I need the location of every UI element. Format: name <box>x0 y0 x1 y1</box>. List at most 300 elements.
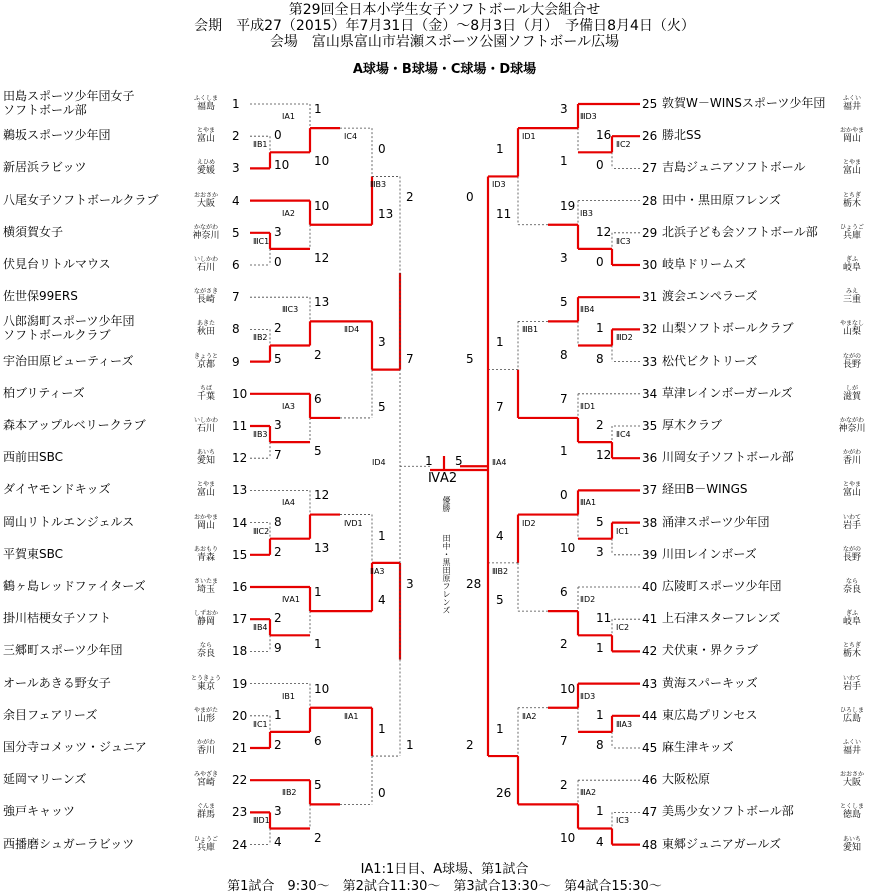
team-name: 渡会エンペラーズ <box>662 289 758 304</box>
seed-number: 48 <box>642 837 658 852</box>
score: 1 <box>560 444 568 459</box>
score: 13 <box>314 540 330 555</box>
team-name: 麻生津キッズ <box>662 740 734 754</box>
prefecture-name: 青森 <box>196 552 215 563</box>
prefecture-ruby: あきた <box>196 320 215 328</box>
game-label: ⅢD3 <box>580 112 597 121</box>
prefecture-label <box>832 481 872 498</box>
team-name: 鶴ヶ島レッドファイターズ <box>3 579 146 593</box>
score: 11 <box>596 611 612 626</box>
champion-label: 優勝 <box>442 496 451 512</box>
prefecture-name: 福井 <box>842 102 861 112</box>
team-name: 西前田SBC <box>3 450 64 465</box>
score: 16 <box>596 128 612 143</box>
prefecture-ruby: いわて <box>842 513 861 521</box>
prefecture-ruby: ぎふ <box>845 256 858 263</box>
team-name: 川岡女子ソフトボール部 <box>662 450 794 465</box>
seed-number: 8 <box>232 322 240 337</box>
team-name: 新居浜ラビッツ <box>3 160 87 175</box>
team-name: 延岡マリーンズ <box>3 772 87 787</box>
seed-number: 15 <box>232 547 248 562</box>
team-name: 宇治田原ビューティーズ <box>3 353 134 368</box>
prefecture-label <box>832 159 872 176</box>
prefecture-name: 秋田 <box>196 327 215 338</box>
score: 4 <box>596 834 604 849</box>
game-label: ⅡD3 <box>580 691 596 701</box>
prefecture-label <box>186 546 226 563</box>
team-name: 西播磨シュガーラビッツ <box>3 836 135 851</box>
prefecture-ruby: おおさか <box>839 771 864 779</box>
prefecture-name: 愛媛 <box>196 166 215 177</box>
score: 0 <box>378 142 386 157</box>
prefecture-name: 富山 <box>196 134 215 145</box>
prefecture-ruby: あいち <box>196 449 215 457</box>
score: 5 <box>466 351 474 366</box>
team-name: 平賀東SBC <box>3 546 64 561</box>
prefecture-name: 徳島 <box>842 810 861 821</box>
prefecture-label <box>186 771 226 788</box>
prefecture-name: 香川 <box>842 456 861 467</box>
score: 3 <box>560 250 568 265</box>
prefecture-name: 岩手 <box>842 681 861 692</box>
prefecture-ruby: かながわ <box>193 223 218 231</box>
prefecture-label <box>186 610 226 627</box>
prefecture-ruby: なら <box>199 642 212 650</box>
prefecture-name: 埼玉 <box>196 585 215 595</box>
team-name: 八郎潟町スポーツ少年団 <box>3 314 135 329</box>
team-name: 松代ビクトリーズ <box>662 353 758 368</box>
team-name: 敦賀W－WINSスポーツ少年団 <box>662 96 826 110</box>
prefecture-name: 石川 <box>196 424 215 434</box>
prefecture-name: 奈良 <box>196 649 215 660</box>
game-label: ⅠA4 <box>282 498 295 508</box>
prefecture-ruby: ながの <box>842 545 861 553</box>
game-label: ⅠD3 <box>492 180 506 190</box>
score: 3 <box>560 102 568 116</box>
score: 2 <box>560 637 568 652</box>
prefecture-ruby: とやま <box>196 127 215 135</box>
score: 1 <box>496 721 504 736</box>
prefecture-label <box>832 224 872 241</box>
team-name: 柏ブリティーズ <box>3 385 85 400</box>
period-line: 会期 平成27（2015）年7月31日（金）～8月3日（月） 予備日8月4日（火） <box>194 18 695 34</box>
game-label: ⅠD1 <box>522 132 536 142</box>
game-label: ⅡC2 <box>616 140 631 150</box>
prefecture-ruby: しずおか <box>193 610 218 618</box>
prefecture-name: 山梨 <box>842 327 861 338</box>
score: 2 <box>274 544 282 559</box>
game-label: ⅢB3 <box>370 180 387 190</box>
game-label: ⅠC1 <box>616 526 630 536</box>
score: 1 <box>496 142 504 157</box>
team-name: 国分寺コメッツ・ジュニア <box>3 740 147 754</box>
game-label: ⅣD1 <box>344 518 363 528</box>
score: 4 <box>274 834 282 849</box>
team-name: 犬伏東・界クラブ <box>662 643 759 658</box>
prefecture-name: 愛知 <box>842 842 861 853</box>
game-label: ⅡD2 <box>580 595 596 604</box>
prefecture-label <box>832 803 872 820</box>
prefecture-ruby: ながさき <box>193 288 218 296</box>
prefecture-name: 富山 <box>842 488 861 499</box>
prefecture-ruby: おおさか <box>193 191 218 199</box>
game-label: ⅢA2 <box>580 788 597 798</box>
prefecture-label <box>832 449 872 466</box>
prefecture-name: 奈良 <box>842 585 861 595</box>
score: 8 <box>596 738 604 752</box>
prefecture-label <box>832 642 872 659</box>
team-name-line2: ソフトボールクラブ <box>3 328 111 343</box>
score: 1 <box>560 154 568 169</box>
prefecture-name: 岐阜 <box>842 263 861 273</box>
prefecture-name: 香川 <box>196 746 215 756</box>
game-label: ⅢB1 <box>522 325 539 335</box>
prefecture-name: 岐阜 <box>842 617 861 628</box>
prefecture-label <box>832 256 872 273</box>
game-label: ⅠA3 <box>282 401 295 411</box>
game-label: ⅢA1 <box>580 498 597 508</box>
prefecture-ruby: とちぎ <box>842 642 861 650</box>
prefecture-label <box>832 127 872 144</box>
score: 1 <box>378 721 386 736</box>
score: 2 <box>560 778 568 793</box>
page-title: 第29回全日本小学生女子ソフトボール大会組合せ <box>288 2 601 18</box>
prefecture-name: 岩手 <box>842 520 861 531</box>
score: 1 <box>274 707 282 722</box>
score: 7 <box>560 391 568 406</box>
prefecture-name: 石川 <box>196 263 215 273</box>
score: 1 <box>496 335 504 350</box>
game-label: ⅡA4 <box>492 458 507 468</box>
score: 2 <box>466 738 474 753</box>
score: 0 <box>596 158 604 173</box>
prefecture-label <box>832 578 872 595</box>
score: 1 <box>596 804 604 819</box>
game-label: ⅠA2 <box>282 208 295 218</box>
game-label: ⅡC1 <box>253 719 268 729</box>
game-label: ⅢA3 <box>616 719 633 729</box>
prefecture-ruby: えひめ <box>196 159 215 167</box>
game-label: ⅠD4 <box>372 458 386 468</box>
seed-number: 29 <box>642 225 658 240</box>
prefecture-label <box>832 320 872 337</box>
team-name: 川田レインボーズ <box>662 546 757 561</box>
seed-number: 6 <box>232 258 240 272</box>
score: 28 <box>466 576 482 591</box>
score: 5 <box>378 399 386 414</box>
prefecture-name: 山形 <box>196 713 215 724</box>
prefecture-ruby: とやま <box>842 481 861 489</box>
score: 3 <box>274 804 282 819</box>
prefecture-name: 千葉 <box>196 391 215 402</box>
team-name: 田島スポーツ少年団女子 <box>3 89 135 103</box>
prefecture-name: 福井 <box>842 746 861 756</box>
prefecture-ruby: ながの <box>842 352 861 360</box>
score: 26 <box>496 786 512 801</box>
prefecture-name: 長野 <box>842 359 861 370</box>
score: 1 <box>378 528 386 543</box>
seed-number: 37 <box>642 483 658 498</box>
team-name: オールあきる野女子 <box>3 675 111 690</box>
prefecture-name: 愛知 <box>196 456 215 467</box>
game-label: ⅠC4 <box>344 132 358 142</box>
team-name: 美馬少女ソフトボール部 <box>662 804 794 819</box>
game-label: ⅢD1 <box>253 816 270 826</box>
team-name: 大阪松原 <box>662 772 711 787</box>
seed-number: 32 <box>642 322 658 337</box>
champion-name: 田中・黒田原フレンズ <box>442 534 451 614</box>
game-label: ⅡB4 <box>253 623 268 633</box>
prefecture-label <box>186 224 226 241</box>
prefecture-ruby: しが <box>845 384 858 392</box>
prefecture-name: 福島 <box>196 102 215 112</box>
seed-number: 16 <box>232 580 248 594</box>
team-name: 黄海スパーキッズ <box>662 675 758 690</box>
seed-number: 20 <box>232 708 248 723</box>
prefecture-name: 静岡 <box>196 617 215 628</box>
game-label: ⅢB2 <box>492 566 509 576</box>
prefecture-label <box>186 159 226 176</box>
score: 0 <box>274 128 282 143</box>
score: 2 <box>406 190 414 205</box>
fields-line: A球場・B球場・C球場・D球場 <box>352 62 537 77</box>
prefecture-label <box>832 353 872 370</box>
score: 0 <box>274 255 282 269</box>
team-name: 厚木クラブ <box>662 418 723 432</box>
team-name: 森本アップルベリークラブ <box>3 418 146 432</box>
seed-number: 26 <box>642 129 658 144</box>
score: 6 <box>314 733 322 748</box>
score: 7 <box>406 351 414 366</box>
team-name: 広陵町スポーツ少年団 <box>662 579 782 593</box>
team-name: 東広島プリンセス <box>662 707 758 722</box>
prefecture-name: 三重 <box>842 295 861 306</box>
game-label: ⅡD1 <box>580 401 596 411</box>
prefecture-name: 長野 <box>842 552 861 563</box>
seed-number: 24 <box>232 837 248 852</box>
prefecture-name: 滋賀 <box>842 391 861 402</box>
prefecture-label <box>186 578 226 595</box>
seed-number: 10 <box>232 386 248 401</box>
score: 5 <box>496 593 504 608</box>
score: 5 <box>596 514 604 529</box>
score: 3 <box>274 418 282 432</box>
prefecture-ruby: きょうと <box>193 352 218 360</box>
prefecture-ruby: みえ <box>845 288 858 296</box>
prefecture-label <box>186 514 226 531</box>
game-label: ⅢC2 <box>253 526 270 536</box>
prefecture-label <box>186 256 226 273</box>
team-name: 上石津スターフレンズ <box>662 611 781 626</box>
prefecture-name: 宮崎 <box>196 778 215 789</box>
prefecture-label <box>186 417 226 434</box>
seed-number: 3 <box>232 161 240 176</box>
score: 1 <box>596 641 604 656</box>
team-name: 横須賀女子 <box>3 224 64 239</box>
game-label: ⅡA1 <box>344 711 359 721</box>
seed-number: 9 <box>232 354 240 369</box>
prefecture-name: 京都 <box>196 359 215 370</box>
prefecture-ruby: かながわ <box>839 417 864 424</box>
prefecture-ruby: やまがた <box>193 706 218 714</box>
prefecture-ruby: ひょうご <box>193 835 218 843</box>
team-name: 岐阜ドリームズ <box>662 257 747 271</box>
prefecture-name: 長崎 <box>196 295 215 306</box>
prefecture-ruby: ふくい <box>842 739 861 746</box>
seed-number: 19 <box>232 676 248 691</box>
score: 1 <box>406 738 414 753</box>
prefecture-name: 岡山 <box>196 520 215 531</box>
seed-number: 39 <box>642 547 658 562</box>
game-label: ⅠD2 <box>522 518 536 528</box>
team-name: 北浜子ども会ソフトボール部 <box>662 224 818 239</box>
game-label: ⅣA1 <box>282 595 300 604</box>
team-name: 八尾女子ソフトボールクラブ <box>3 192 159 207</box>
prefecture-ruby: かがわ <box>842 449 861 457</box>
prefecture-ruby: あいち <box>842 835 861 843</box>
prefecture-ruby: ぐんま <box>196 803 215 811</box>
seed-number: 35 <box>642 419 658 433</box>
seed-number: 33 <box>642 354 658 369</box>
score: 8 <box>274 514 282 529</box>
game-label: ⅡA2 <box>522 711 537 721</box>
game-label: ⅡB2 <box>253 333 268 343</box>
final-label: ⅣA2 <box>428 471 458 486</box>
game-label: ⅠA1 <box>282 112 295 121</box>
score: 19 <box>560 198 576 213</box>
prefecture-ruby: みやざき <box>193 771 218 779</box>
seed-number: 45 <box>642 741 658 755</box>
seed-number: 7 <box>232 290 240 305</box>
prefecture-ruby: おかやま <box>839 127 864 135</box>
score: 10 <box>314 154 330 169</box>
prefecture-ruby: おかやま <box>193 513 218 521</box>
seed-number: 11 <box>232 419 248 433</box>
team-name: 三郷町スポーツ少年団 <box>3 643 123 658</box>
seed-number: 13 <box>232 483 248 498</box>
prefecture-label <box>832 546 872 563</box>
score: 1 <box>596 707 604 722</box>
prefecture-ruby: ひろしま <box>839 706 864 714</box>
score: 7 <box>274 448 282 463</box>
game-label: ⅢC3 <box>282 305 299 315</box>
team-name: 涌津スポーツ少年団 <box>662 514 770 529</box>
seed-number: 38 <box>642 515 658 530</box>
seed-number: 1 <box>232 97 240 111</box>
prefecture-name: 広島 <box>842 713 861 724</box>
team-name: 強戸キャッツ <box>3 804 76 819</box>
prefecture-label <box>832 739 872 756</box>
score: 13 <box>314 295 330 310</box>
score: 10 <box>314 198 330 213</box>
team-name: 余目フェアリーズ <box>3 707 98 722</box>
prefecture-ruby: やまなし <box>839 320 864 328</box>
score: 5 <box>314 778 322 793</box>
prefecture-name: 大阪 <box>842 778 861 789</box>
prefecture-label <box>186 481 226 498</box>
prefecture-ruby: あおもり <box>193 545 218 553</box>
prefecture-label <box>832 514 872 531</box>
seed-number: 27 <box>642 161 658 176</box>
seed-number: 34 <box>642 386 658 401</box>
prefecture-name: 栃木 <box>842 198 861 209</box>
game-label: ⅡB2 <box>282 788 297 798</box>
seed-number: 43 <box>642 676 658 691</box>
score: 12 <box>314 488 330 503</box>
prefecture-name: 兵庫 <box>842 230 861 241</box>
prefecture-ruby: ぎふ <box>845 610 858 618</box>
score: 2 <box>274 321 282 336</box>
prefecture-label <box>832 417 872 434</box>
seed-number: 40 <box>642 580 658 594</box>
team-name: 経田B－WINGS <box>662 482 748 497</box>
score: 1 <box>596 321 604 336</box>
prefecture-ruby: とちぎ <box>842 191 861 199</box>
game-label: ⅡA3 <box>370 566 385 576</box>
team-name: 東郷ジュニアガールズ <box>662 836 782 851</box>
team-name: 山梨ソフトボールクラブ <box>662 321 794 336</box>
prefecture-ruby: とくしま <box>839 803 864 811</box>
team-name: 田中・黒田原フレンズ <box>662 192 781 207</box>
prefecture-ruby: いわて <box>842 674 861 682</box>
seed-number: 22 <box>232 773 248 788</box>
score: 2 <box>314 347 322 362</box>
score: 4 <box>496 528 504 543</box>
score: 2 <box>314 830 322 845</box>
prefecture-label <box>832 675 872 692</box>
prefecture-label <box>186 449 226 466</box>
prefecture-ruby: とやま <box>842 159 861 167</box>
game-label: ⅠC3 <box>616 816 630 826</box>
score: 0 <box>596 255 604 269</box>
seed-number: 2 <box>232 129 240 144</box>
prefecture-label <box>186 803 226 820</box>
prefecture-label <box>186 739 226 756</box>
prefecture-label <box>832 95 872 112</box>
score: 12 <box>314 250 330 265</box>
game-label: ⅡD4 <box>344 325 360 335</box>
score: 10 <box>560 681 576 696</box>
team-name: 掛川桔梗女子ソフト <box>3 611 112 626</box>
score: 1 <box>314 585 322 599</box>
score: 5 <box>314 444 322 459</box>
seed-number: 12 <box>232 451 248 466</box>
seed-number: 42 <box>642 644 658 659</box>
prefecture-name: 神奈川 <box>192 230 220 241</box>
score: 2 <box>274 738 282 752</box>
score: 1 <box>314 102 322 116</box>
final-score-left: 1 <box>425 454 433 468</box>
seed-number: 4 <box>232 193 240 208</box>
seed-number: 14 <box>232 515 248 530</box>
seed-number: 41 <box>642 612 658 627</box>
team-name: 吉島ジュニアソフトボール <box>662 160 806 175</box>
prefecture-ruby: とやま <box>196 481 215 489</box>
score: 0 <box>378 786 386 801</box>
prefecture-name: 栃木 <box>842 649 861 660</box>
score: 3 <box>596 544 604 559</box>
seed-number: 47 <box>642 805 658 820</box>
score: 12 <box>596 224 612 239</box>
prefecture-label <box>832 288 872 305</box>
game-label: ⅠB1 <box>282 691 295 701</box>
game-label: ⅡB3 <box>253 430 268 439</box>
team-name: 岡山リトルエンジェルス <box>3 514 135 529</box>
prefecture-label <box>186 707 226 724</box>
footer-note: ⅠA1:1日目、A球場、第1試合 <box>360 862 529 877</box>
prefecture-name: 兵庫 <box>196 842 215 853</box>
venue-line: 会場 富山県富山市岩瀬スポーツ公園ソフトボール広場 <box>269 34 620 50</box>
